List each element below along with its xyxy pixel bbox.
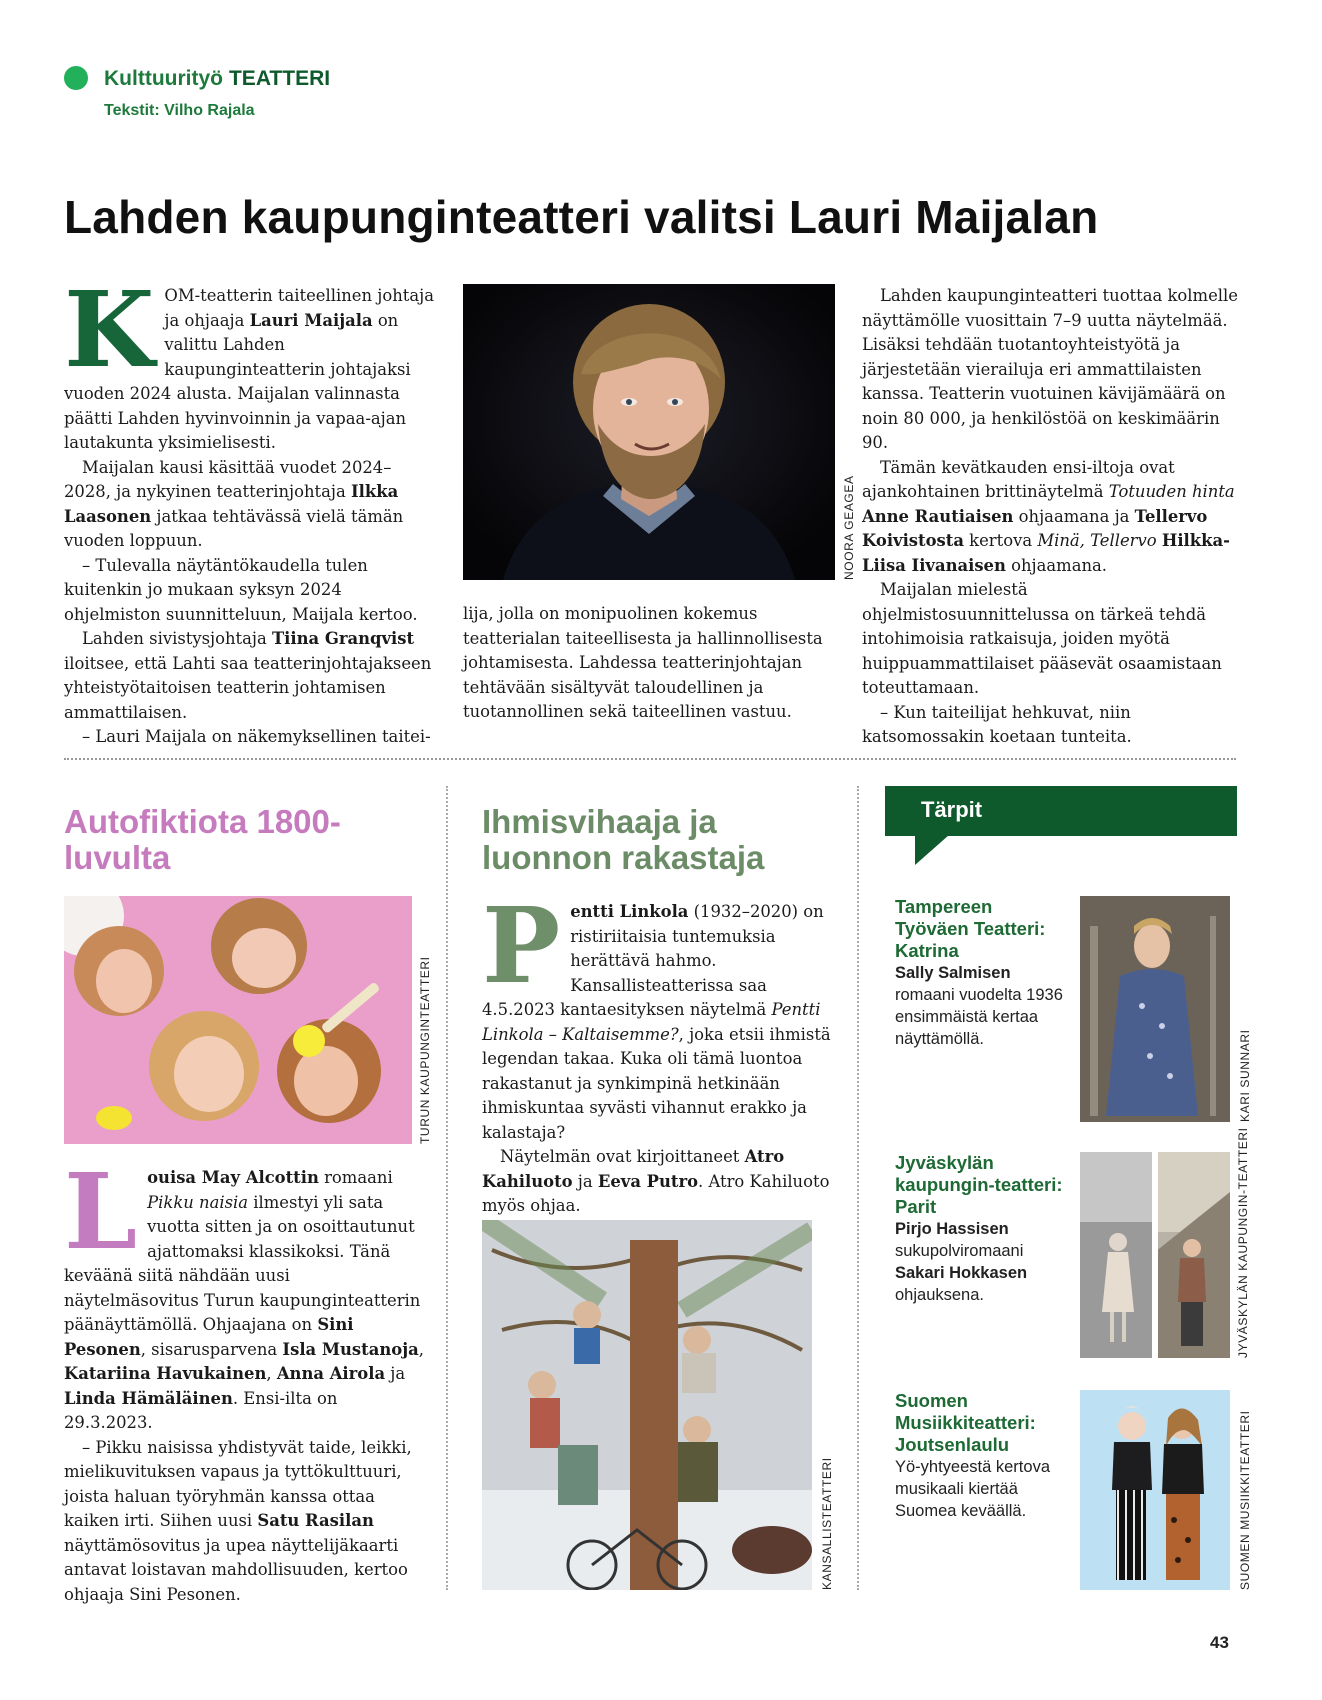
tip-title: Suomen Musiikkiteatteri: Joutsenlaulu [895,1390,1036,1455]
main-article-col-2: lija, jolla on monipuolinen kokemus teatterialan taiteellisesta ja hallinnollisesta johtamisesta. Lahdessa teatterinjohtajan tehtävään sisältyvät taloudellinen ja tuotannollinen sekä taiteellinen vastuu. [463,604,823,721]
section-dot-icon [64,66,88,90]
person-name: Satu Rasilan [257,1511,374,1530]
dropcap-k: K [64,268,155,391]
person-name: ouisa May Alcottin [147,1168,319,1187]
column-divider [857,786,859,1590]
section-label [104,67,330,91]
tip-author: Pirjo Hassisen [895,1220,1009,1238]
photo-pikku-naisia [64,896,412,1144]
person-name: Tiina Granqvist [271,629,415,648]
tip-item-joutsenlaulu [895,1390,1070,1522]
tip-text: ohjauksena. [895,1286,984,1304]
story-mid-text: Pentti Linkola (1932–2020) on ristiriitaisia tuntemuksia herättävä hahmo. Kansallisteatterissa saa 4.5.2023 kantaesityksen näytelmä Pentti Linkola – Kaltaisemme?, joka etsii ihmistä legendan takaa. Kuka oli tämä luontoa rakastanut ja synkimpinä hetkinään ihmiskuntaa syvästi vihannut erakko ja kalastaja? Näytelmän ovat kirjoittaneet Atro Kahiluoto ja Eeva Putro. Atro Kahiluoto myös ohjaa. [482,884,831,1215]
section-name: Kulttuurityö [104,67,223,90]
person-name: entti Linkola [570,902,689,921]
dropcap-p: P [482,884,561,1007]
tip-text: sukupolviromaani [895,1242,1024,1260]
quote-paragraph: – Kun taiteilijat hehkuvat, niin katsomossakin koetaan tunteita. [862,702,1132,746]
photo-credit-kansallisteatteri: KANSALLISTEATTERI [820,1457,834,1590]
photo-credit-main: NOORA GEAGEA [842,475,856,580]
tip-item-parit [895,1152,1070,1306]
main-article-col-1: KOM-teatterin taiteellinen johtaja ja ohjaaja Lauri Maijala on valittu Lahden kaupunginteatterin johtajaksi vuoden 2024 alusta. Maijalan valinnasta päätti Lahden hyvinvoinnin ja vapaa-ajan lautakunta yksimielisesti. Maijalan kausi käsittää vuodet 2024–2028, ja nykyinen teatterinjohtaja Ilkka Laasonen jatkaa tehtävässä vielä tämän vuoden loppuun. – Tulevalla näytäntökaudella tulen kuitenkin jo mukaan syksyn 2024 ohjelmiston suunnitteluun, Maijala kertoo. Lahden sivistysjohtaja Tiina Granqvist iloitsee, että Lahti saa teatterinjohtajakseen yhteistyötaitoisen teatterin johtamisen ammattilaisen. – Lauri Maijala on näkemyksellinen taitei- [64,284,438,750]
quote-paragraph: – Lauri Maijala on näkemyksellinen taitei- [82,727,431,746]
person-name: Hilkka-Liisa Iivanaisen [862,531,1230,575]
page-number: 43 [1210,1633,1229,1652]
photo-katrina [1080,896,1230,1122]
section-topic: TEATTERI [228,67,331,90]
play-title: Totuuden hinta [1108,482,1235,501]
photo-joutsenlaulu [1080,1390,1230,1590]
author-credit: Tekstit: Vilho Rajala [104,102,255,119]
photo-credit-parit-text: JYVÄSKYLÄN KAUPUNGIN-TEATTERI [1236,1127,1250,1358]
tip-item-katrina [895,896,1070,1050]
person-name: Ilkka Laasonen [64,482,399,526]
photo-credit-turku: TURUN KAUPUNGINTEATTERI [418,956,432,1144]
story-heading-ihmisvihaaja: Ihmisvihaaja ja luonnon rakastaja [482,803,765,876]
play-title: Minä, Tellervo [1037,531,1157,550]
person-name: Isla Mustanoja [282,1339,419,1359]
portrait-photo-lauri-maijala [463,284,835,580]
page-headline: Lahden kaupunginteatteri valitsi Lauri Maijalan [64,191,1099,243]
tip-text: Yö-yhtyeestä kertova musikaali kiertää Suomea keväällä. [895,1458,1050,1520]
tip-title: Tampereen Työväen Teatteri: Katrina [895,896,1046,961]
person-name: Atro Kahiluoto [482,1147,785,1191]
story-left-text: Louisa May Alcottin romaani Pikku naisia ilmestyi yli sata vuotta sitten ja on osoittautunut ajattomaksi klassikoksi. Tänä keväänä siitä nähdään uusi näytelmäsovitus Turun kaupunginteatterin päänäyttämöllä. Ohjaajana on Sini Pesonen, sisarusparvena Isla Mustanoja, Katariina Havukainen, Anna Airola ja Linda Hämäläinen. Ensi-ilta on 29.3.2023. – Pikku naisissa yhdistyvät taide, leikki, mielikuvituksen vapaus ja tyttökulttuuri, joista haluan työryhmän kanssa ottaa kaiken irti. Siihen uusi Satu Rasilan näyttämösovitus ja upea näyttelijäkaarti antavat loistavan mahdollisuuden, kertoo ohjaaja Sini Pesonen. [64,1150,424,1604]
main-article-col-3: Lahden kaupunginteatteri tuottaa kolmelle näyttämölle vuosittain 7–9 uutta näytelmää. Lisäksi tehdään tuotantoyhteistyötä ja järjestetään vierailuja eri ammattilaisten kanssa. Teatterin vuotuinen kävijämäärä on noin 80 000, ja henkilöstöä on keskimäärin 90. Tämän kevätkauden ensi-iltoja ovat ajankohtainen brittinäytelmä Totuuden hinta Anne Rautiaisen ohjaamana ja Tellervo Koivistosta kertova Minä, Tellervo Hilkka-Liisa Iivanaisen ohjaamana. Maijalan mielestä ohjelmistosuunnittelussa on tärkeä tehdä intohimoisia ratkaisuja, joiden myötä huippuammattilaiset pääsevät osaamistaan toteuttamaan. – Kun taiteilijat hehkuvat, niin katsomossakin koetaan tunteita. [862,284,1238,750]
dropcap-l: L [64,1150,138,1273]
story-heading-autofiktiota: Autofiktiota 1800-luvulta [64,803,341,876]
book-title: Pikku naisia [147,1192,249,1212]
person-name: Sini Pesonen [64,1315,354,1359]
person-name: Eeva Putro [597,1171,699,1191]
tip-text: romaani vuodelta 1936 ensimmäistä kertaa näyttämöllä. [895,986,1063,1048]
tip-director: Sakari Hokkasen [895,1264,1028,1282]
column-divider [446,786,448,1590]
photo-credit-joutsenlaulu: SUOMEN MUSIIKKITEATTERI [1238,1410,1252,1590]
person-name: Tellervo Koivistosta [862,506,1208,550]
person-name: Linda Hämäläinen [64,1388,233,1408]
person-name: Katariina Havukainen [64,1364,267,1383]
person-name: Anne Rautiaisen [862,506,1014,526]
tarpit-pointer-icon [915,835,949,865]
person-name: Lauri Maijala [249,310,373,330]
play-title: Pentti Linkola – Kaltaisemme? [482,1000,821,1044]
person-name: Anna Airola [276,1364,386,1383]
photo-pentti-linkola [482,1220,812,1590]
section-divider [64,758,1236,760]
photo-credit-katrina: KARI SUNNARI [1238,1029,1252,1122]
tip-title: Jyväskylän kaupungin-teatteri: Parit [895,1152,1063,1217]
tip-author: Sally Salmisen [895,964,1011,982]
tarpit-title: Tärpit [921,797,983,822]
quote-paragraph: – Tulevalla näytäntökaudella tulen kuitenkin jo mukaan syksyn 2024 ohjelmiston suunnitteluun, Maijala kertoo. [64,555,418,624]
photo-parit [1080,1152,1230,1358]
